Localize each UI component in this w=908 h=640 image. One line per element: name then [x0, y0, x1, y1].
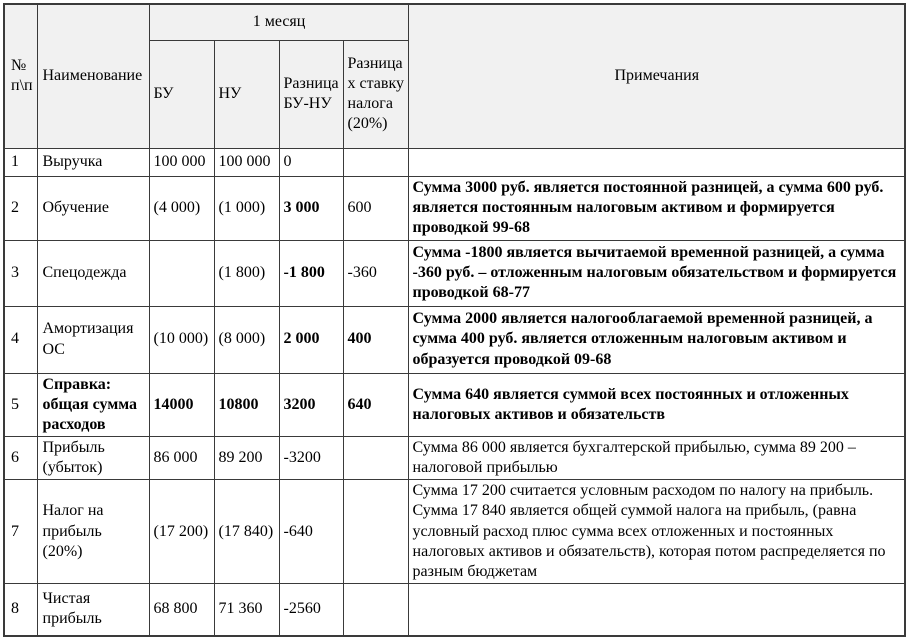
table-row — [4, 436, 905, 479]
note-cell — [408, 584, 905, 636]
bu-value-cell: (17 200) — [149, 480, 214, 584]
nu-value-cell: (1 800) — [214, 240, 279, 306]
table-row — [4, 480, 905, 584]
nu-value-cell: 100 000 — [214, 148, 279, 176]
bu-value-cell: 100 000 — [149, 148, 214, 176]
nu-value-cell: 71 360 — [214, 584, 279, 636]
table-row — [4, 584, 905, 636]
table-row — [4, 240, 905, 306]
note-cell: Сумма 3000 руб. является постоянной разницей, а сумма 600 руб. является постоянным налоговым активом и формируется проводкой 99-68 — [408, 176, 905, 240]
tax-value-cell — [343, 148, 408, 176]
bu-value-cell — [149, 240, 214, 306]
header-bu: БУ — [149, 40, 214, 148]
row-number-cell: 8 — [4, 584, 37, 636]
diff-value-cell: 3200 — [279, 373, 343, 436]
bu-value-cell: 68 800 — [149, 584, 214, 636]
bu-value-cell: (4 000) — [149, 176, 214, 240]
row-number-cell: 3 — [4, 240, 37, 306]
name-cell: Спецодежда — [37, 240, 149, 306]
row-number-cell: 5 — [4, 373, 37, 436]
name-cell: Прибыль (убыток) — [37, 436, 149, 479]
nu-value-cell: (1 000) — [214, 176, 279, 240]
table-row — [4, 373, 905, 436]
tax-value-cell: 600 — [343, 176, 408, 240]
note-cell: Сумма 640 является суммой всех постоянных и отложенных налоговых активов и обязательств — [408, 373, 905, 436]
tax-differences-table — [3, 3, 906, 637]
diff-value-cell: -640 — [279, 480, 343, 584]
header-row-number: № п\п — [4, 4, 37, 148]
nu-value-cell: 89 200 — [214, 436, 279, 479]
note-cell: Сумма 2000 является налогооблагаемой временной разницей, а сумма 400 руб. является отложенным налоговым активом и образуется проводкой 09-68 — [408, 306, 905, 373]
name-cell: Выручка — [37, 148, 149, 176]
bu-value-cell: 86 000 — [149, 436, 214, 479]
header-month-group: 1 месяц — [149, 4, 408, 40]
bu-value-cell: (10 000) — [149, 306, 214, 373]
note-cell: Сумма -1800 является вычитаемой временной разницей, а сумма -360 руб. – отложенным налоговым обязательством и формируется проводкой 68-77 — [408, 240, 905, 306]
diff-value-cell: -2560 — [279, 584, 343, 636]
name-cell: Справка: общая сумма расходов — [37, 373, 149, 436]
row-number-cell: 1 — [4, 148, 37, 176]
header-row-1 — [4, 4, 905, 40]
row-number-cell: 7 — [4, 480, 37, 584]
table-row — [4, 176, 905, 240]
header-diff: Разница БУ-НУ — [279, 40, 343, 148]
table-header — [4, 4, 905, 148]
tax-value-cell: -360 — [343, 240, 408, 306]
tax-value-cell: 400 — [343, 306, 408, 373]
nu-value-cell: (8 000) — [214, 306, 279, 373]
diff-value-cell: 3 000 — [279, 176, 343, 240]
header-name: Наименование — [37, 4, 149, 148]
tax-value-cell: 640 — [343, 373, 408, 436]
header-notes: Примечания — [408, 4, 905, 148]
row-number-cell: 4 — [4, 306, 37, 373]
diff-value-cell: -1 800 — [279, 240, 343, 306]
diff-value-cell: 0 — [279, 148, 343, 176]
note-cell: Сумма 17 200 считается условным расходом по налогу на прибыль. Сумма 17 840 является общей суммой налога на прибыль, (равна условный расход плюс сумма всех отложенных и постоянных налоговых активов и обязательств), которая потом распределяется по разным бюджетам — [408, 480, 905, 584]
row-number-cell: 2 — [4, 176, 37, 240]
bu-value-cell: 14000 — [149, 373, 214, 436]
note-cell: Сумма 86 000 является бухгалтерской прибылью, сумма 89 200 – налоговой прибылью — [408, 436, 905, 479]
nu-value-cell: 10800 — [214, 373, 279, 436]
tax-value-cell — [343, 480, 408, 584]
table-body — [4, 148, 905, 636]
tax-value-cell — [343, 584, 408, 636]
table-row — [4, 306, 905, 373]
name-cell: Налог на прибыль (20%) — [37, 480, 149, 584]
row-number-cell: 6 — [4, 436, 37, 479]
diff-value-cell: -3200 — [279, 436, 343, 479]
header-tax-rate: Разница х ставку налога (20%) — [343, 40, 408, 148]
tax-value-cell — [343, 436, 408, 479]
header-nu: НУ — [214, 40, 279, 148]
note-cell — [408, 148, 905, 176]
table-row — [4, 148, 905, 176]
name-cell: Чистая прибыль — [37, 584, 149, 636]
diff-value-cell: 2 000 — [279, 306, 343, 373]
name-cell: Амортизация ОС — [37, 306, 149, 373]
name-cell: Обучение — [37, 176, 149, 240]
nu-value-cell: (17 840) — [214, 480, 279, 584]
